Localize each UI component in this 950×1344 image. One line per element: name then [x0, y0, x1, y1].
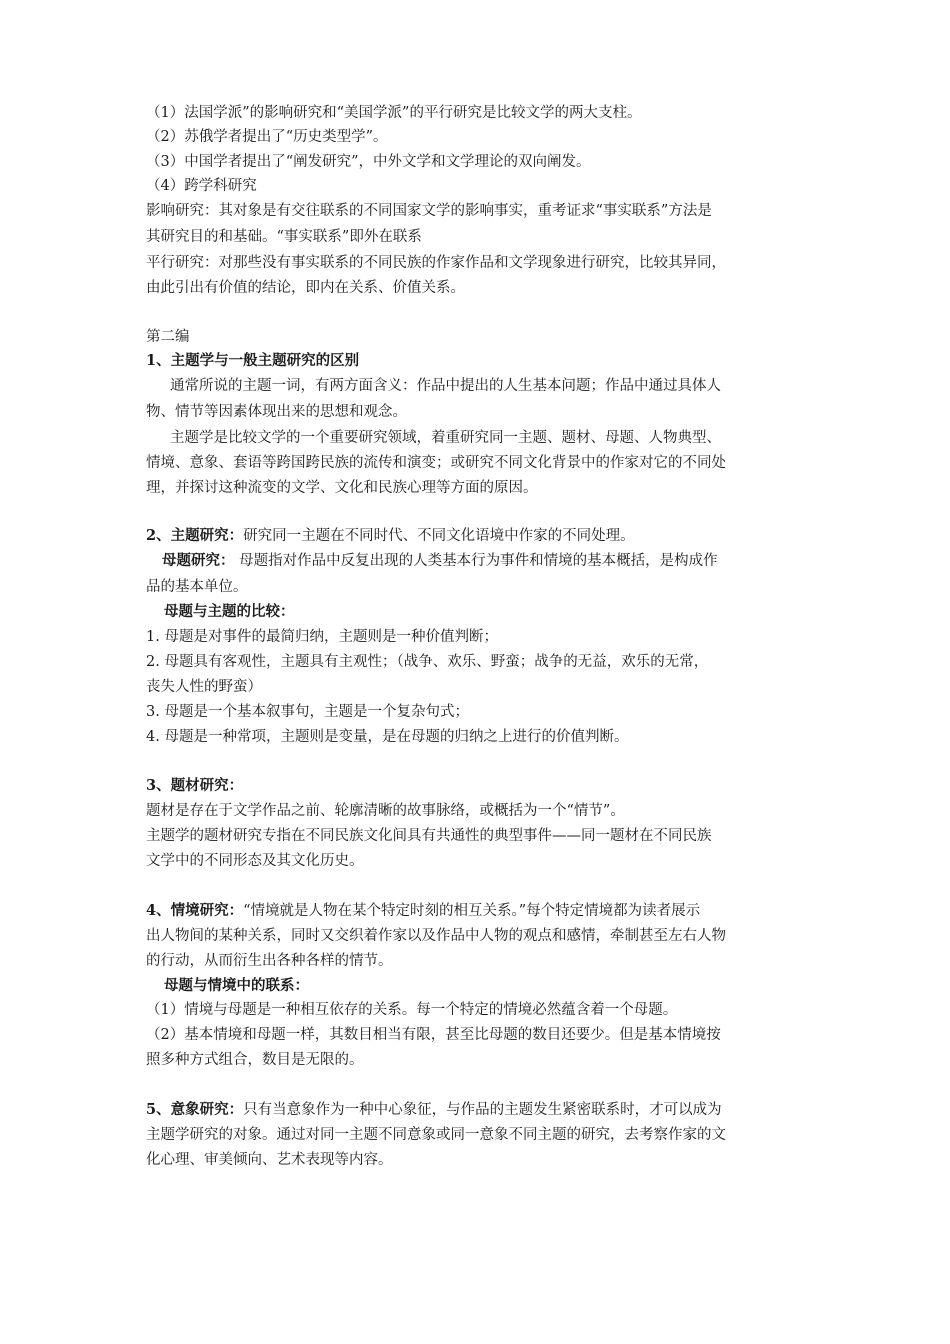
section-1-paragraph-2-line-2: 情境、意象、套语等跨国跨民族的流传和演变；或研究不同文化背景中的作家对它的不同处 — [146, 455, 726, 471]
compare-item-3: 3. 母题是一个基本叙事句，主题是一个复杂句式； — [146, 704, 469, 720]
section-1-paragraph-2-line-1: 主题学是比较文学的一个重要研究领域，着重研究同一主题、题材、母题、人物典型、 — [170, 430, 721, 446]
influence-paragraph-line-2: 其研究目的和基础。“事实联系”即外在联系 — [146, 229, 422, 245]
section-5-text: 只有当意象作为一种中心象征，与作品的主题发生紧密联系时，才可以成为 — [243, 1102, 722, 1118]
influence-paragraph-line-1: 影响研究：其对象是有交往联系的不同国家文学的影响事实，重考证求“事实联系”方法是 — [146, 203, 712, 219]
section-4-line-2: 出人物间的某种关系，同时又交织着作家以及作品中人物的观点和感情，牵制甚至左右人物 — [146, 928, 726, 944]
link-item-2-line-1: （2）基本情境和母题一样，其数目相当有限，甚至比母题的数目还要少。但是基本情境按 — [146, 1027, 721, 1043]
section-5-line-2: 主题学研究的对象。通过对同一主题不同意象或同一意象不同主题的研究，去考察作家的文 — [146, 1127, 726, 1143]
parallel-paragraph-line-2: 由此引出有价值的结论，即内在关系、价值关系。 — [146, 280, 465, 296]
section-3-paragraph-2-line-2: 文学中的不同形态及其文化历史。 — [146, 853, 364, 869]
list-item-2: （2）苏俄学者提出了“历史类型学”。 — [146, 129, 388, 145]
section-1-paragraph-1-line-2: 物、情节等因素体现出来的思想和观念。 — [146, 404, 407, 420]
motif-theme-compare-title: 母题与主题的比较： — [164, 603, 295, 620]
link-item-1: （1）情境与母题是一种相互依存的关系。每一个特定的情境必然蕴含着一个母题。 — [146, 1002, 678, 1018]
section-3-paragraph-1: 题材是存在于文学作品之前、轮廓清晰的故事脉络，或概括为一个“情节”。 — [146, 803, 625, 819]
compare-item-2-line-1: 2. 母题具有客观性，主题具有主观性；（战争、欢乐、野蛮；战争的无益，欢乐的无常， — [146, 654, 709, 670]
section-3-paragraph-2-line-1: 主题学的题材研究专指在不同民族文化间具有共通性的典型事件——同一题材在不同民族 — [146, 828, 712, 844]
section-3-title: 3、题材研究： — [146, 777, 244, 794]
motif-text: 母题指对作品中反复出现的人类基本行为事件和情境的基本概括，是构成作 — [234, 553, 718, 569]
compare-item-2-line-2: 丧失人性的野蛮） — [146, 679, 262, 695]
section-1-title: 1、主题学与一般主题研究的区别 — [146, 352, 360, 369]
link-item-2-line-2: 照多种方式组合，数目是无限的。 — [146, 1052, 364, 1068]
compare-item-1: 1. 母题是对事件的最简归纳，主题则是一种价值判断； — [146, 629, 498, 645]
section-4-line-3: 的行动，从而衍生出各种各样的情节。 — [146, 953, 393, 969]
compare-item-4: 4. 母题是一种常项，主题则是变量，是在母题的归纳之上进行的价值判断。 — [146, 729, 629, 745]
list-item-1: （1）法国学派”的影响研究和“美国学派”的平行研究是比较文学的两大支柱。 — [146, 105, 642, 121]
motif-situation-link-title: 母题与情境中的联系： — [164, 977, 309, 994]
section-4-label: 4、情境研究： — [146, 902, 244, 919]
section-5-line-1 — [146, 1098, 816, 1122]
section-1-paragraph-2-line-3: 理，并探讨这种流变的文学、文化和民族心理等方面的原因。 — [146, 480, 538, 496]
section-2-line — [146, 524, 816, 548]
section-heading: 第二编 — [146, 329, 190, 345]
section-2-label: 2、主题研究： — [146, 527, 244, 544]
section-2-text: 研究同一主题在不同时代、不同文化语境中作家的不同处理。 — [243, 528, 635, 544]
section-4-text: “情境就是人物在某个特定时刻的相互关系。”每个特定情境都为读者展示 — [243, 903, 701, 919]
section-5-line-3: 化心理、审美倾向、艺术表现等内容。 — [146, 1152, 393, 1168]
list-item-3: （3）中国学者提出了“阐发研究”，中外文学和文学理论的双向阐发。 — [146, 154, 591, 170]
section-5-label: 5、意象研究： — [146, 1101, 244, 1118]
section-1-paragraph-1-line-1: 通常所说的主题一词，有两方面含义：作品中提出的人生基本问题；作品中通过具体人 — [170, 378, 721, 394]
motif-line-1 — [162, 549, 832, 573]
motif-line-2: 品的基本单位。 — [146, 579, 248, 595]
parallel-paragraph-line-1: 平行研究：对那些没有事实联系的不同民族的作家作品和文学现象进行研究，比较其异同， — [146, 255, 726, 271]
motif-label: 母题研究： — [162, 552, 235, 569]
section-4-line-1 — [146, 899, 816, 923]
list-item-4: （4）跨学科研究 — [146, 178, 257, 194]
